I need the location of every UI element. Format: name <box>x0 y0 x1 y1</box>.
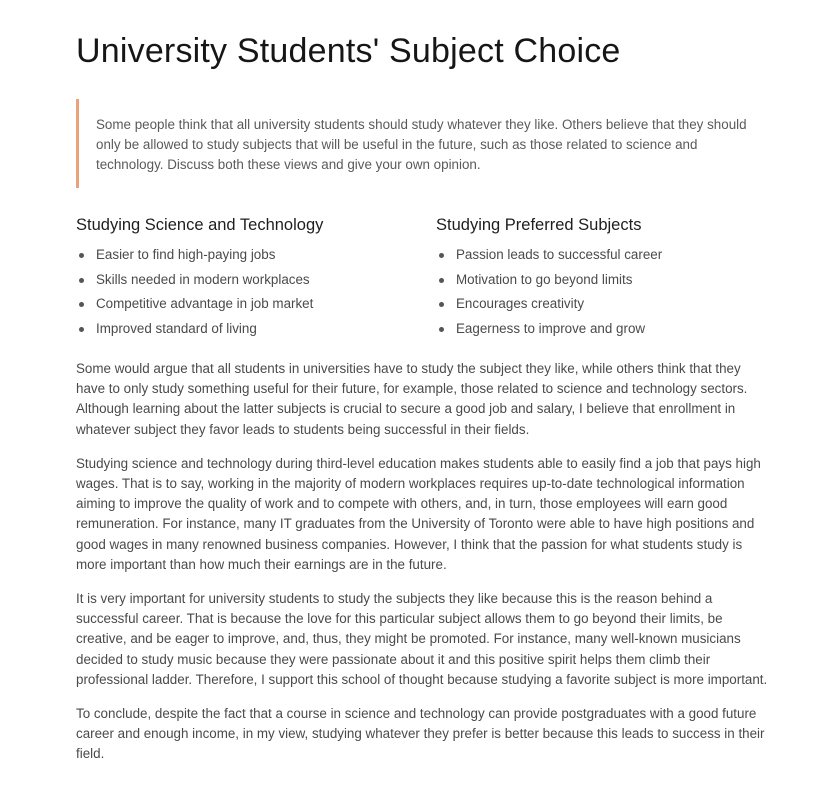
essay-prompt: Some people think that all university students should study whatever they like. Others believe that they should only be allowed to study subjects that will be useful in the future, such as those related to science and technology. Discuss both these views and give your own opinion. <box>76 99 766 188</box>
list-item: Encourages creativity <box>436 292 776 317</box>
paragraph-body-2: It is very important for university students to study the subjects they like because this is the reason behind a successful career. That is because the love for this particular subject allows them to go beyond their limits, be creative, and be eager to improve, and, thus, they might be promoted. For instance, many well-known musicians decided to study music because they were passionate about it and this positive spirit helps them climb their professional ladder. Therefore, I support this school of thought because studying a favorite subject is more important. <box>76 591 768 687</box>
list-item: Eagerness to improve and grow <box>436 317 776 342</box>
list-item: Passion leads to successful career <box>436 243 776 268</box>
paragraph-body-1: Studying science and technology during third-level education makes students able to easily find a job that pays high wages. That is to say, working in the majority of modern workplaces requires up-to-date technological information aiming to improve the quality of work and to compete with others, and, in turn, those employees will earn good remuneration. For instance, many IT graduates from the University of Toronto were able to have high positions and good wages in many renowned business companies. However, I think that the passion for what students study is more important than how much their earnings are in the future. <box>76 455 761 572</box>
paragraph-introduction: Some would argue that all students in universities have to study the subject they like, while others think that they have to only study something useful for their future, for example, those related to science and technology sectors. Although learning about the latter subjects is crucial to secure a good job and salary, I believe that enrollment in whatever subject they favor leads to students being successful in their fields. <box>76 361 748 437</box>
column-heading: Studying Preferred Subjects <box>436 216 642 234</box>
essay-body <box>76 359 768 779</box>
bullet-list <box>76 243 416 341</box>
list-item: Competitive advantage in job market <box>76 292 416 317</box>
list-item: Easier to find high-paying jobs <box>76 243 416 268</box>
column-heading: Studying Science and Technology <box>76 216 324 234</box>
comparison-columns <box>76 214 766 346</box>
paragraph-conclusion: To conclude, despite the fact that a course in science and technology can provide postgraduates with a good future career and enough income, in my view, studying whatever they prefer is better because this leads to success in their field. <box>76 706 765 762</box>
list-item: Skills needed in modern workplaces <box>76 268 416 293</box>
page-title: University Students' Subject Choice <box>76 32 621 70</box>
list-item: Motivation to go beyond limits <box>436 268 776 293</box>
column-preferred-subjects <box>436 214 776 341</box>
list-item: Improved standard of living <box>76 317 416 342</box>
bullet-list <box>436 243 776 341</box>
essay-page <box>76 0 766 800</box>
column-science-technology <box>76 214 416 341</box>
